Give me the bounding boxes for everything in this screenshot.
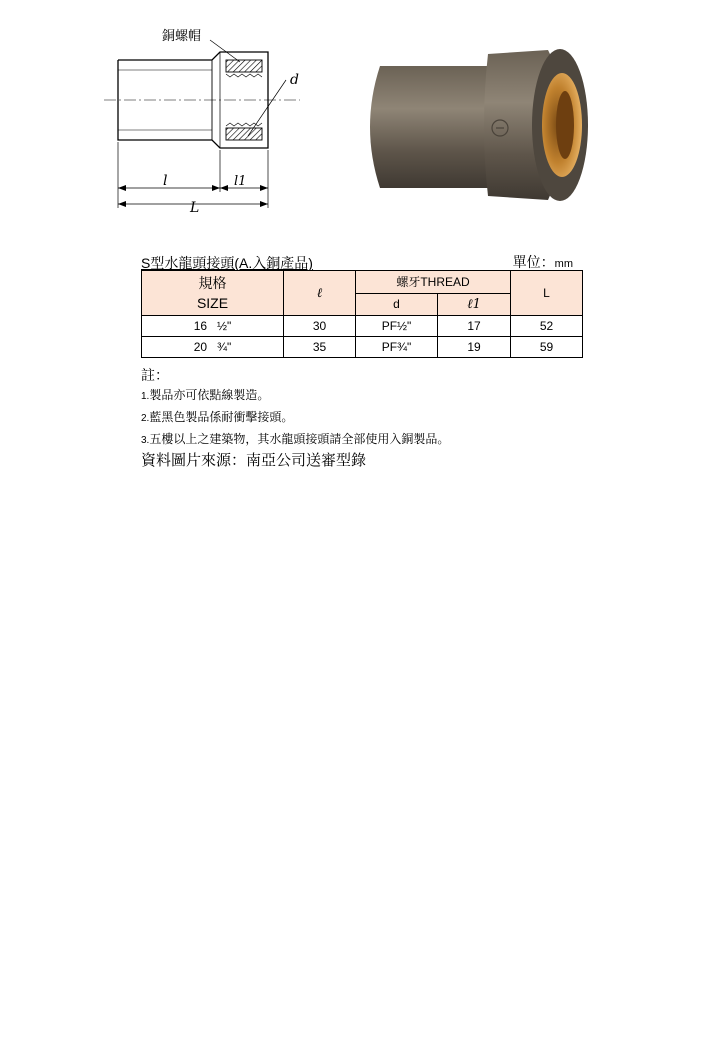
table-row [142,337,583,358]
header-l: ℓ [284,271,356,316]
table-row [142,316,583,337]
header-thread: 螺牙THREAD [356,271,511,294]
table-title-row [141,251,582,271]
header-L: L [511,271,583,316]
cell-l: 35 [284,337,356,358]
fitting-product-photo [350,40,600,210]
note-item: 2.藍黑色製品係耐衝擊接頭。 [141,410,294,424]
dim-l1-label: l1 [234,174,247,189]
notes [141,365,449,471]
note-item: 1.製品亦可依點線製造。 [141,388,270,402]
cell-l1: 17 [438,316,511,337]
header-l1: ℓ1 [438,293,511,316]
cell-L: 59 [511,337,583,358]
cell-l: 30 [284,316,356,337]
spec-table [141,270,583,358]
cell-d: PF¾" [356,337,438,358]
cell-size: 16 ½" [142,316,284,337]
note-item: 3.五樓以上之建築物，其水龍頭接頭請全部使用入銅製品。 [141,432,450,446]
source-note: 資料圖片來源：南亞公司送審型錄 [141,452,367,469]
header-d: d [356,293,438,316]
unit-label: 單位：mm [512,254,573,270]
dim-l-label: l [163,173,168,189]
cell-size: 20 ¾" [142,337,284,358]
fitting-section-drawing [100,18,320,214]
header-size: 規格 SIZE [142,271,284,316]
nut-callout: 銅螺帽 [162,29,202,44]
dim-L-label: L [190,200,200,214]
table-title: S型水龍頭接頭(A.入銅產品) [141,255,313,271]
unit-value: mm [554,258,573,270]
cell-l1: 19 [438,337,511,358]
d-callout: d [290,72,299,88]
cell-L: 52 [511,316,583,337]
cell-d: PF½" [356,316,438,337]
notes-label: 註： [141,367,169,383]
